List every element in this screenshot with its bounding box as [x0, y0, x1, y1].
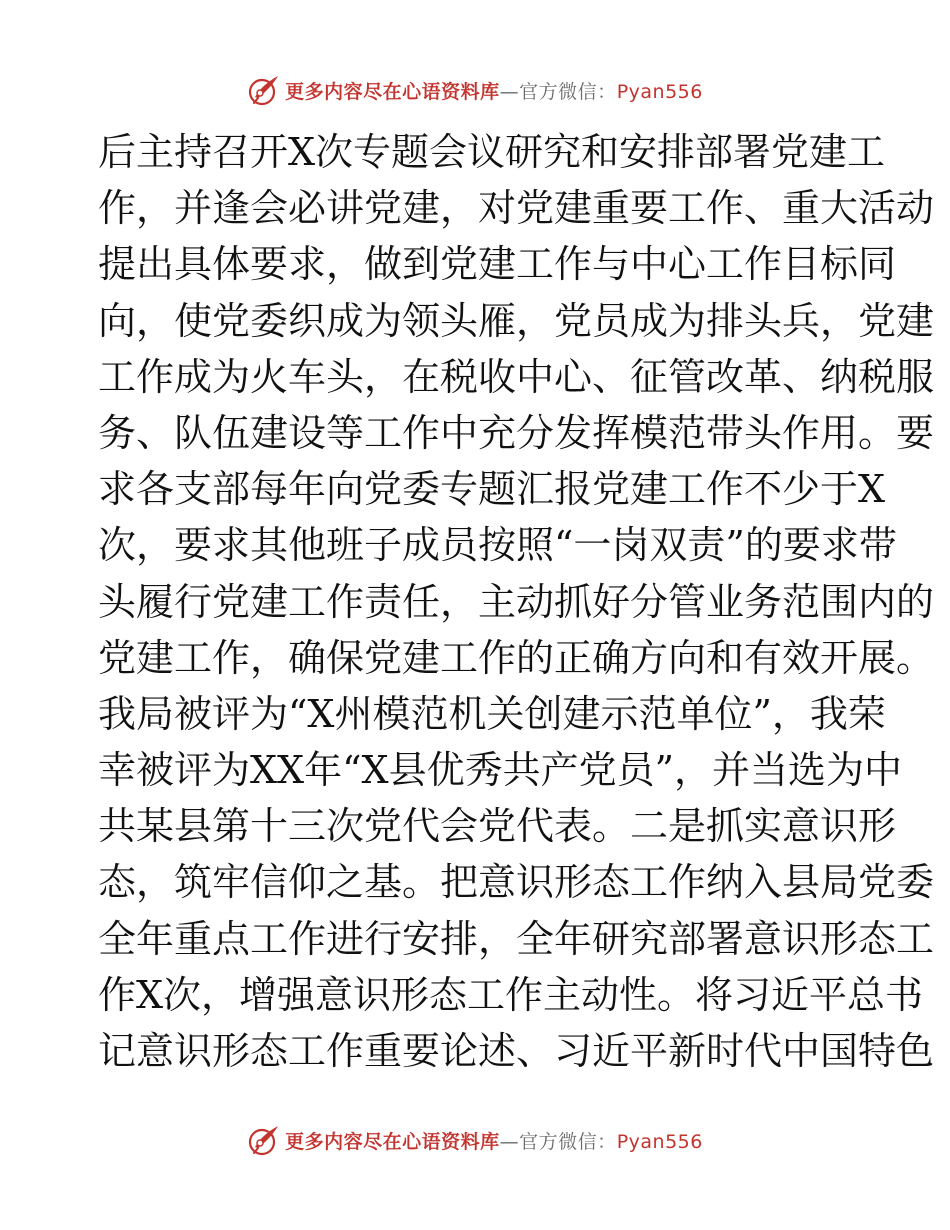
body-line-2: 作，并逢会必讲党建，对党建重要工作、重大活动	[98, 186, 935, 231]
footer-watermark	[0, 1120, 950, 1160]
watermark-text	[285, 1127, 703, 1154]
body-line-3: 提出具体要求，做到党建工作与中心工作目标同	[98, 242, 897, 287]
watermark-text	[285, 77, 703, 104]
body-line-7: 求各支部每年向党委专题汇报党建工作不少于X	[98, 467, 886, 512]
watermark-main: 更多内容尽在心语资料库	[285, 1130, 500, 1153]
quill-logo-icon	[247, 73, 281, 107]
body-line-17: 记意识形态工作重要论述、习近平新时代中国特色	[98, 1029, 935, 1073]
body-line-6: 务、队伍建设等工作中充分发挥模范带头作用。要	[98, 410, 935, 455]
header-watermark	[0, 70, 950, 110]
body-line-1: 后主持召开X次专题会议研究和安排部署党建工	[98, 130, 886, 174]
body-line-13: 共某县第十三次党代会党代表。二是抓实意识形	[98, 804, 897, 849]
body-line-9: 头履行党建工作责任，主动抓好分管业务范围内的	[98, 579, 935, 624]
body-line-14: 态，筑牢信仰之基。把意识形态工作纳入县局党委	[98, 860, 935, 905]
watermark-main: 更多内容尽在心语资料库	[285, 80, 500, 103]
watermark-dash: —	[499, 1130, 520, 1153]
body-line-5: 工作成为火车头，在税收中心、征管改革、纳税服	[98, 354, 935, 399]
body-line-10: 党建工作，确保党建工作的正确方向和有效开展。	[98, 635, 935, 680]
watermark-dash: —	[499, 80, 520, 103]
body-line-4: 向，使党委织成为领头雁，党员成为排头兵，党建	[98, 298, 935, 343]
document-body	[98, 124, 935, 1079]
body-line-15: 全年重点工作进行安排，全年研究部署意识形态工	[98, 916, 935, 961]
body-line-12: 幸被评为XX年“X县优秀共产党员”，并当选为中	[98, 748, 903, 793]
body-line-11: 我局被评为“X州模范机关创建示范单位”，我荣	[98, 691, 886, 736]
watermark-label: 官方微信：	[519, 80, 617, 103]
quill-logo-icon	[247, 1123, 281, 1157]
body-line-8: 次，要求其他班子成员按照“一岗双责”的要求带	[98, 523, 897, 568]
body-line-16: 作X次，增强意识形态工作主动性。将习近平总书	[98, 972, 924, 1017]
watermark-wechat-id: Pyan556	[616, 1130, 703, 1153]
watermark-label: 官方微信：	[519, 1130, 617, 1153]
watermark-wechat-id: Pyan556	[616, 80, 703, 103]
